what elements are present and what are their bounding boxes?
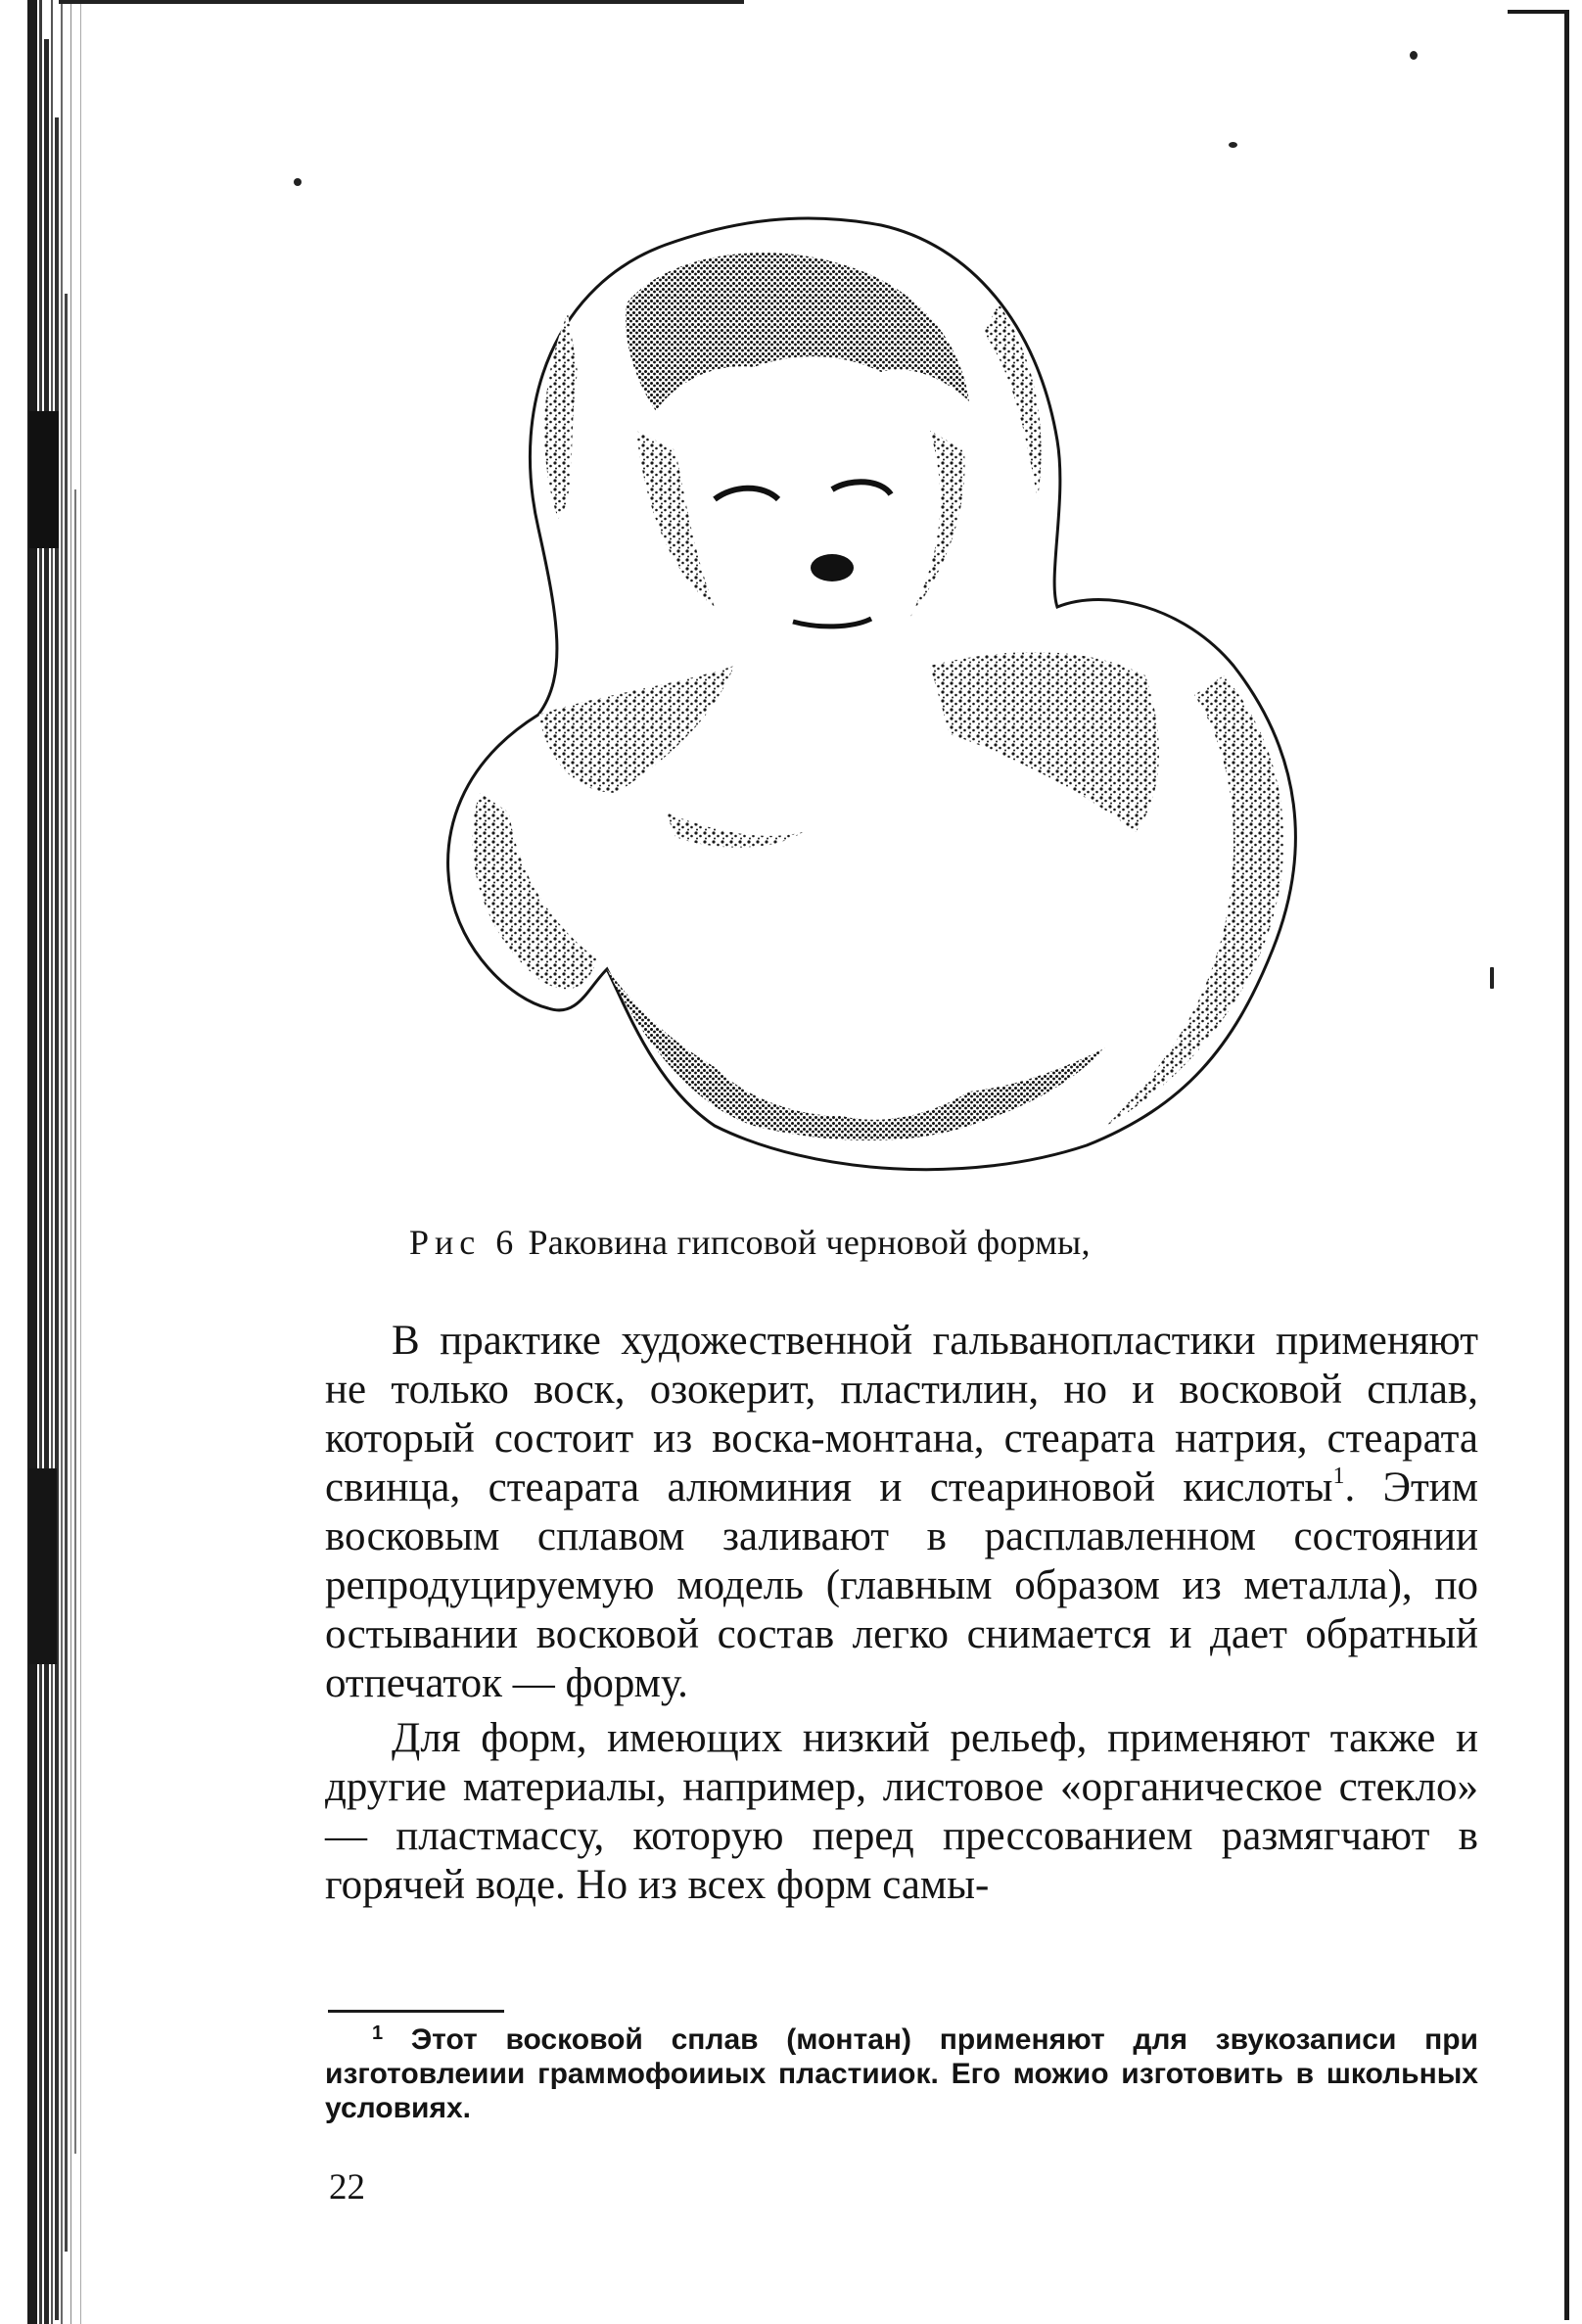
scan-speck xyxy=(294,178,302,186)
figure-plaster-mold-bust xyxy=(421,206,1380,1204)
nose-mark xyxy=(811,554,854,581)
footnote-reference: 1 xyxy=(1332,1464,1345,1489)
book-spine-edge xyxy=(0,0,98,2324)
scan-speck xyxy=(1229,142,1237,148)
figure-label: Рис 6 xyxy=(409,1223,520,1262)
paragraph-text: . Этим восковым сплавом заливают в расплавленном состоянии репродуцируемую модель (главным образом из металла), по остывании восковой состав легко снимается и дает обратный отпечаток — форму. xyxy=(325,1464,1478,1706)
footnote xyxy=(325,2022,1478,2125)
scan-right-edge-top xyxy=(1508,10,1568,14)
scan-right-edge xyxy=(1564,10,1569,2320)
footnote-divider xyxy=(328,2010,504,2013)
paragraph xyxy=(325,1714,1478,1910)
scan-top-edge xyxy=(59,0,744,4)
paragraph xyxy=(325,1317,1478,1708)
footnote-marker: 1 xyxy=(372,2022,384,2044)
scan-speck xyxy=(1490,967,1494,989)
figure-caption xyxy=(409,1222,1290,1263)
footnote-text: Этот восковой сплав (монтан) применяют для звукозаписи при изготовлеиии граммофоииых пластииок. Его можио изготовить в школьных условиях. xyxy=(325,2023,1478,2124)
body-text xyxy=(325,1317,1478,1910)
paragraph-text: В практике художественной гальванопластики применяют не только воск, озокерит, пластилин, но и восковой сплав, который состоит из воска-монтана, стеарата натрия, стеарата свинца, стеарата алюминия и стеариновой кислоты xyxy=(325,1318,1478,1511)
figure-caption-text: Раковина гипсовой черновой формы, xyxy=(528,1223,1091,1262)
page-number: 22 xyxy=(329,2167,365,2208)
paragraph-text: Для форм, имеющих низкий рельеф, применяют также и другие материалы, например, листовое «органическое стекло» — пластмассу, которую перед прессованием размягчают в горячей воде. Но из всех форм самы- xyxy=(325,1715,1478,1908)
scan-speck xyxy=(1410,51,1418,60)
